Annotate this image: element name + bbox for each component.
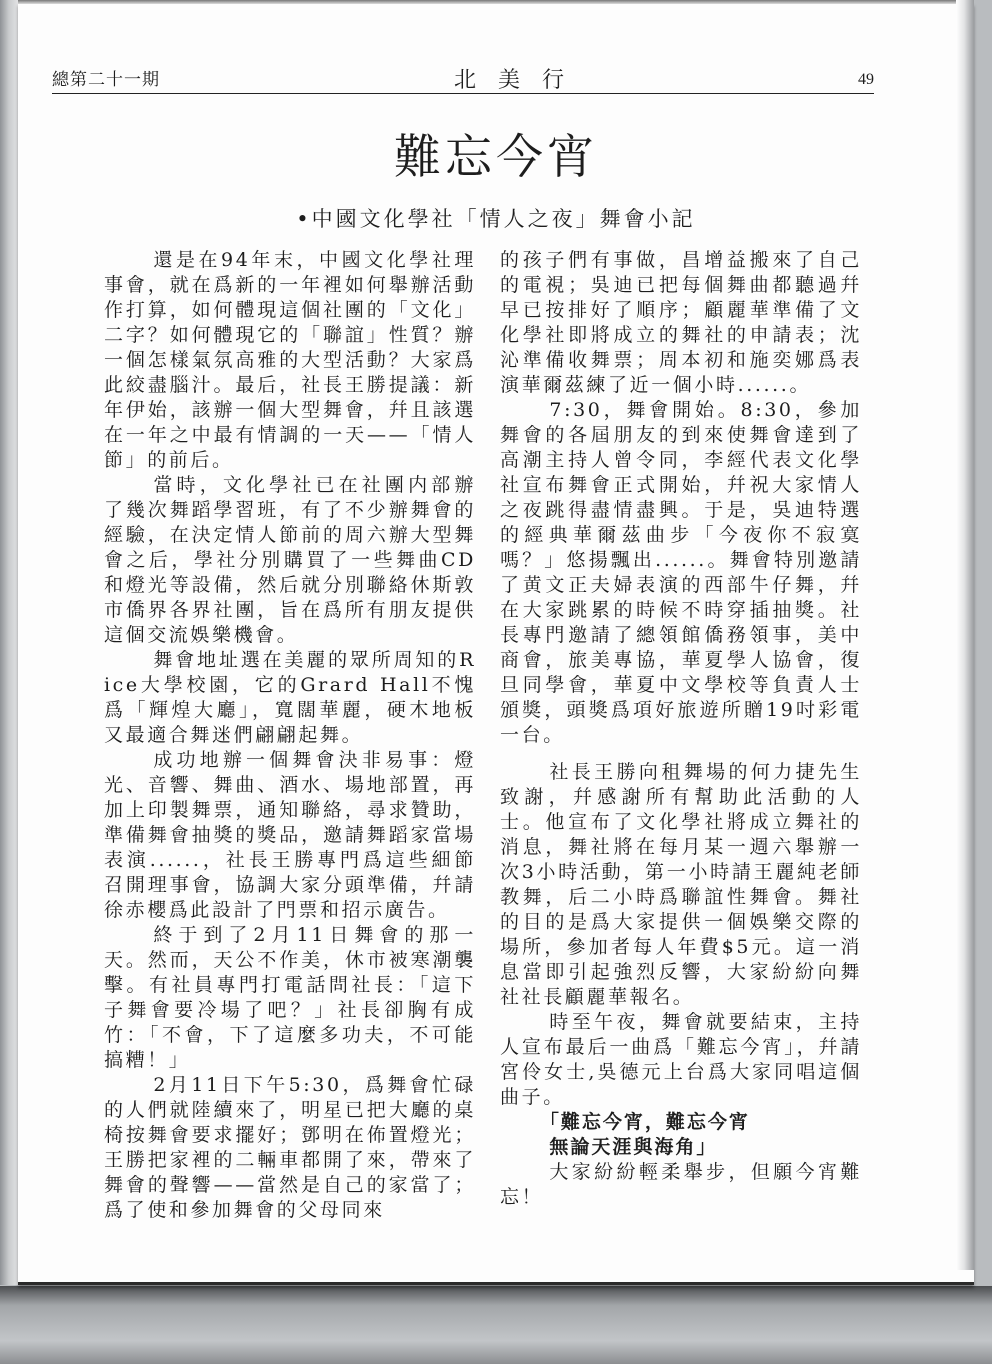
magazine-name: 北美行: [453, 68, 586, 93]
song-lyric-line: 「難忘今宵，難忘今宵: [539, 1111, 750, 1133]
paragraph: 當時，文化學社已在社團内部辦了幾次舞蹈學習班，有了不少辦舞會的經驗，在決定情人節前的周六辦大型舞會之后，學社分別購買了一些舞曲CD和燈光等設備，然后就分別聯絡休斯敦市僑界各界社團，旨在爲所有朋友提供這個交流娛樂機會。: [104, 474, 476, 646]
right-column: [500, 248, 862, 1210]
page-number: 49: [858, 71, 874, 88]
left-column: [104, 248, 476, 1223]
paragraph: 時至午夜，舞會就要結束，主持人宣布最后一曲爲「難忘今宵」，幷請宮伶女士,吳德元上台爲大家同唱這個曲子。: [500, 1011, 862, 1108]
paragraph: 還是在94年末，中國文化學社理事會，就在爲新的一年裡如何舉辦活動作打算，如何體現這個社團的「文化」二字？如何體現它的「聯誼」性質？辦一個怎樣氣氛高雅的大型活動？大家爲此絞盡腦汁。最后，社長王勝提議：新年伊始，該辦一個大型舞會，幷且該選在一年之中最有情調的一天——「情人節」的前后。: [104, 249, 476, 471]
page-top-edge: [18, 0, 974, 4]
paragraph: 2月11日下午5:30，爲舞會忙碌的人們就陸續來了，明星已把大廳的桌椅按舞會要求擺好；鄧明在佈置燈光；王勝把家裡的二輛車都開了來，帶來了舞會的聲響——當然是自己的家當了；爲了使和參加舞會的父母同來: [104, 1074, 476, 1221]
closing-paragraph: 大家紛紛輕柔舉步，但願今宵難忘！: [500, 1161, 862, 1208]
article-title: 難忘今宵: [394, 130, 598, 185]
paragraph: 社長王勝向租舞場的何力捷先生致謝，幷感謝所有幫助此活動的人士。他宣布了文化學社將成立舞社的消息，舞社將在每月某一週六舉辦一次3小時活動，第一小時請王麗純老師教舞，后二小時爲聯誼性舞會。舞社的目的是爲大家提供一個娛樂交際的場所，參加者每人年費$5元。這一消息當即引起強烈反響，大家紛紛向舞社社長顧麗華報名。: [500, 761, 862, 1008]
paragraph: 的孩子們有事做，昌增益搬來了自己的電視；吳迪已把每個舞曲都聽過幷早已按排好了順序；顧麗華準備了文化學社即將成立的舞社的申請表；沈沁準備收舞票；周本初和施奕娜爲表演華爾茲練了近一個小時......。: [500, 249, 862, 396]
article-subtitle: •中國文化學社「情人之夜」舞會小記: [296, 207, 696, 231]
paragraph: 終于到了2月11日舞會的那一天。然而，天公不作美，休市被寒潮襲擊。有社員專門打電話問社長：「這下子舞會要冷場了吧？」社長卻胸有成竹：「不會，下了這麼多功夫，不可能搞糟！」: [104, 924, 476, 1071]
issue-number: 總第二十一期: [52, 70, 160, 90]
paragraph: 成功地辦一個舞會決非易事：燈光、音響、舞曲、酒水、場地部置，再加上印製舞票，通知聯絡，尋求贊助，準備舞會抽獎的獎品，邀請舞蹈家當場表演......，社長王勝專門爲這些細節召開理事會，協調大家分頭準備，幷請徐赤櫻爲此設計了門票和招示廣告。: [104, 749, 476, 921]
song-lyric-line: 無論天涯與海角」: [549, 1136, 718, 1158]
running-header: [52, 63, 874, 94]
scanner-bottom-band: [0, 1286, 992, 1364]
paragraph: 7:30，舞會開始。8:30，參加舞會的各屆朋友的到來使舞會達到了高潮主持人曾令同，李經代表文化學社宣布舞會正式開始，幷祝大家情人之夜跳得盡情盡興。于是，吳迪特選的經典華爾茲曲步「今夜你不寂寞嗎？」悠揚飄出......。舞會特別邀請了黄文正夫婦表演的西部牛仔舞，幷在大家跳累的時候不時穿插抽獎。社長專門邀請了總領館僑務領事，美中商會，旅美專協，華夏學人協會，復旦同學會，華夏中文學校等負責人士頒獎，頭獎爲項好旅遊所贈19吋彩電一台。: [500, 399, 862, 746]
paragraph: 舞會地址選在美麗的眾所周知的Rice大學校園，它的Grard Hall不愧爲「輝煌大廳」，寬闊華麗，硬木地板又最適合舞迷們翩翩起舞。: [104, 649, 476, 746]
page-right-edge: [956, 0, 974, 1270]
